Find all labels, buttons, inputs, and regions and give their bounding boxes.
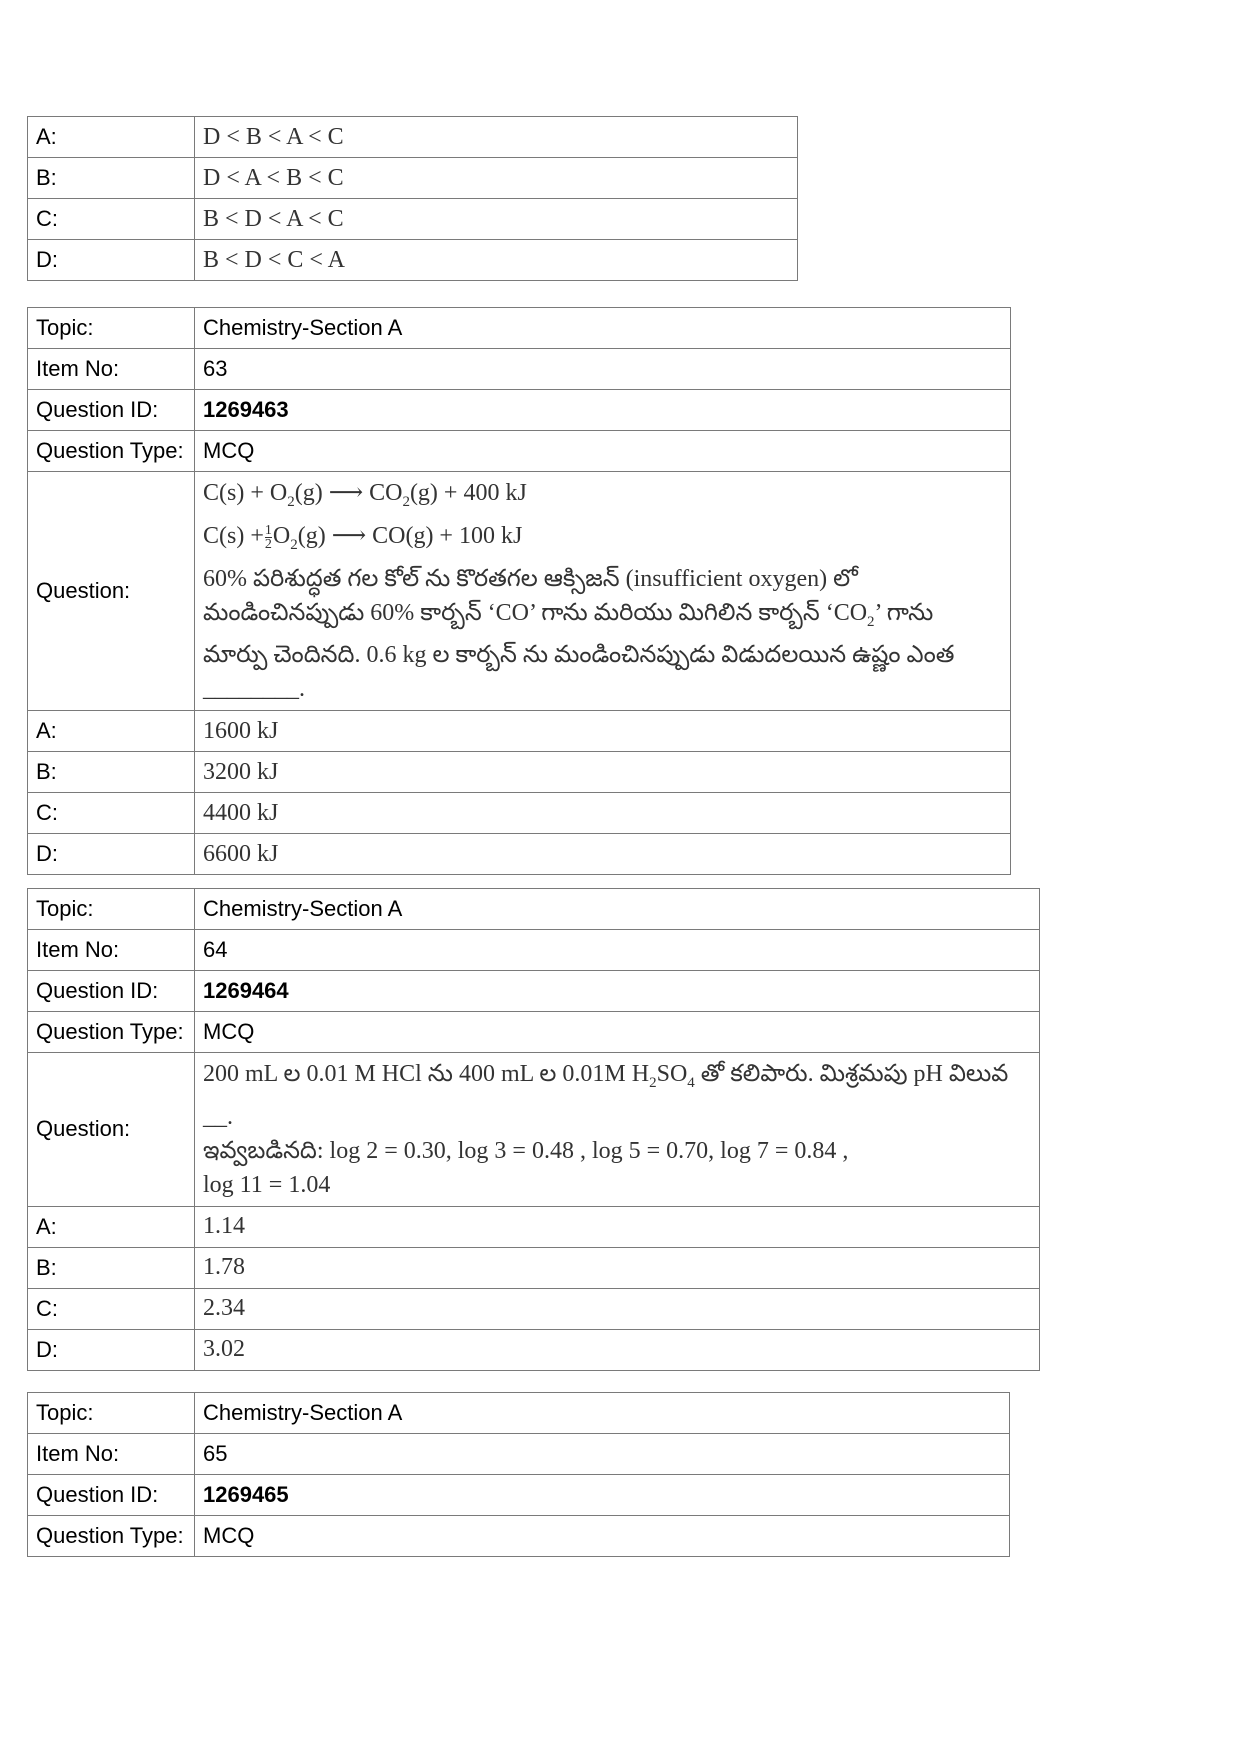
fraction: $\frac{1}{2}$	[264, 522, 272, 552]
question-id-label: Question ID:	[28, 1475, 195, 1516]
question-type-label: Question Type:	[28, 1516, 195, 1557]
option-value: 6600 kJ	[195, 834, 1011, 875]
option-value: 1.14	[195, 1206, 1040, 1247]
topic-label: Topic:	[28, 889, 195, 930]
given-values-cont: log 11 = 1.04	[203, 1171, 331, 1198]
given-values: ఇవ్వబడినది: log 2 = 0.30, log 3 = 0.48 , log 5 = 0.70, log 7 = 0.84 ,	[203, 1137, 849, 1164]
item-value: 64	[195, 930, 1040, 971]
option-value: 3.02	[195, 1329, 1040, 1370]
prev-question-options-table	[27, 116, 798, 281]
question-type-value: MCQ	[195, 1516, 1010, 1557]
option-row	[28, 793, 1011, 834]
question-label: Question:	[28, 472, 195, 711]
option-row	[28, 199, 798, 240]
option-label: D:	[28, 834, 195, 875]
item-label: Item No:	[28, 349, 195, 390]
option-label: C:	[28, 1288, 195, 1329]
question-type-value: MCQ	[195, 1012, 1040, 1053]
option-label: D:	[28, 240, 195, 281]
question-label: Question:	[28, 1053, 195, 1207]
option-row	[28, 117, 798, 158]
question-text	[195, 472, 1011, 711]
item-row	[28, 349, 1011, 390]
option-label: D:	[28, 1329, 195, 1370]
option-row	[28, 1288, 1040, 1329]
question-65-table	[27, 1392, 1010, 1557]
item-label: Item No:	[28, 1434, 195, 1475]
topic-row	[28, 889, 1040, 930]
option-row	[28, 1206, 1040, 1247]
question-row	[28, 472, 1011, 711]
option-value: 4400 kJ	[195, 793, 1011, 834]
question-id-row	[28, 1475, 1010, 1516]
option-label: B:	[28, 752, 195, 793]
option-row	[28, 834, 1011, 875]
option-label: A:	[28, 711, 195, 752]
option-value: B < D < A < C	[195, 199, 798, 240]
question-row	[28, 1053, 1040, 1207]
option-row	[28, 752, 1011, 793]
topic-row	[28, 1393, 1010, 1434]
item-row	[28, 930, 1040, 971]
question-type-row	[28, 1012, 1040, 1053]
topic-value: Chemistry-Section A	[195, 1393, 1010, 1434]
option-value: D < B < A < C	[195, 117, 798, 158]
question-id-row	[28, 971, 1040, 1012]
option-row	[28, 158, 798, 199]
option-value: 1600 kJ	[195, 711, 1011, 752]
question-id-label: Question ID:	[28, 390, 195, 431]
topic-value: Chemistry-Section A	[195, 889, 1040, 930]
question-type-label: Question Type:	[28, 431, 195, 472]
option-label: A:	[28, 117, 195, 158]
equation-1: $C(s) + O_2(g)$ ⟶ $CO_2(g) + 400$ kJ	[203, 480, 527, 510]
option-label: C:	[28, 199, 195, 240]
item-row	[28, 1434, 1010, 1475]
item-value: 65	[195, 1434, 1010, 1475]
option-label: A:	[28, 1206, 195, 1247]
question-text	[195, 1053, 1040, 1207]
question-id-label: Question ID:	[28, 971, 195, 1012]
option-row	[28, 711, 1011, 752]
option-value: D < A < B < C	[195, 158, 798, 199]
option-value: B < D < C < A	[195, 240, 798, 281]
question-64-table	[27, 888, 1040, 1371]
question-type-value: MCQ	[195, 431, 1011, 472]
topic-row	[28, 308, 1011, 349]
question-type-row	[28, 1516, 1010, 1557]
option-row	[28, 1247, 1040, 1288]
option-row	[28, 240, 798, 281]
question-63-table	[27, 307, 1011, 875]
option-label: B:	[28, 158, 195, 199]
question-id-value: 1269464	[195, 971, 1040, 1012]
item-label: Item No:	[28, 930, 195, 971]
question-body: 60% పరిశుద్ధత గల కోల్ ను కొరతగల ఆక్సిజన్ (insufficient oxygen) లో మండించినప్పుడు 60% కార్బన్ ‘CO’ గాను మరియు మిగిలిన కార్బన్ ‘$CO_2$’ గాను మార్పు చెందినది. 0.6 kg ల కార్బన్ ను మండించినప్పుడు విడుదలయిన ఉష్ణం ఎంత ________.	[203, 565, 955, 703]
option-label: B:	[28, 1247, 195, 1288]
topic-label: Topic:	[28, 308, 195, 349]
question-type-row	[28, 431, 1011, 472]
item-value: 63	[195, 349, 1011, 390]
topic-value: Chemistry-Section A	[195, 308, 1011, 349]
question-id-row	[28, 390, 1011, 431]
question-type-label: Question Type:	[28, 1012, 195, 1053]
question-id-value: 1269463	[195, 390, 1011, 431]
question-id-value: 1269465	[195, 1475, 1010, 1516]
option-label: C:	[28, 793, 195, 834]
option-row	[28, 1329, 1040, 1370]
option-value: 3200 kJ	[195, 752, 1011, 793]
topic-label: Topic:	[28, 1393, 195, 1434]
question-body: 200 mL ల 0.01 M HCl ను 400 mL ల 0.01M $H_2SO_4$ తో కలిపారు. మిశ్రమపు pH విలువ __.	[203, 1061, 1009, 1130]
equation-2: C(s) + $\frac{1}{2}$ $O_2(g)$ ⟶ CO(g) + 100 kJ	[203, 522, 523, 553]
option-value: 1.78	[195, 1247, 1040, 1288]
option-value: 2.34	[195, 1288, 1040, 1329]
